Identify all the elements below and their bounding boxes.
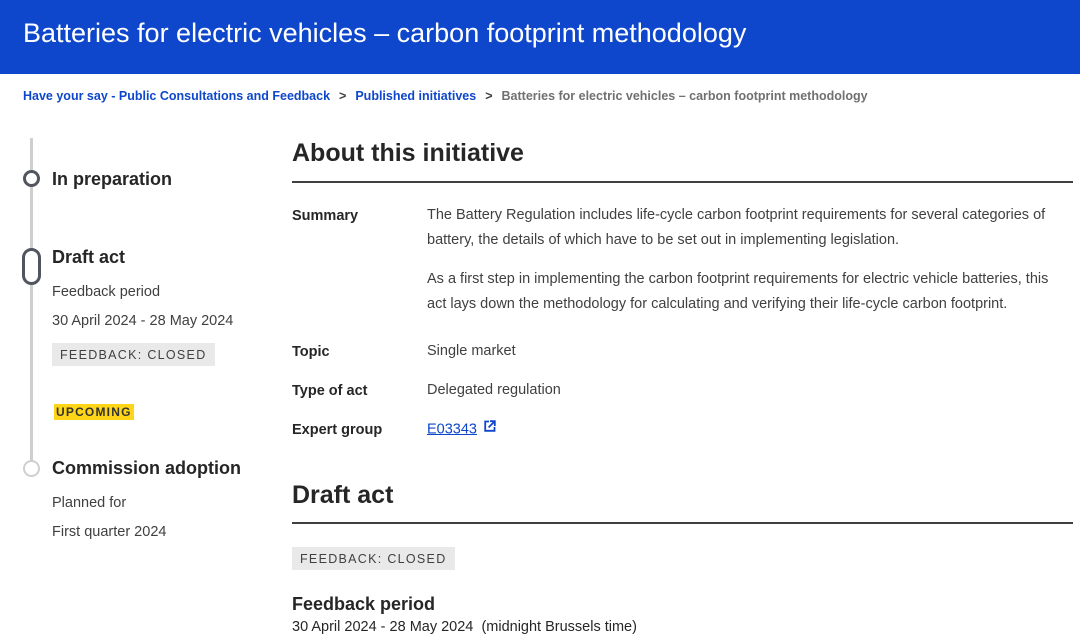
timeline-step-upcoming-icon [23, 460, 40, 477]
summary-label: Summary [292, 208, 359, 224]
breadcrumb-current: Batteries for electric vehicles – carbon footprint methodology [501, 89, 868, 103]
topic-value: Single market [427, 343, 516, 359]
type-of-act-value: Delegated regulation [427, 382, 561, 398]
page-header [0, 0, 1080, 74]
timeline-line [30, 285, 33, 465]
timeline-feedback-period: 30 April 2024 - 28 May 2024 [52, 313, 234, 329]
external-link-icon[interactable] [483, 417, 496, 442]
timeline-planned-label: Planned for [52, 495, 127, 511]
type-of-act-label: Type of act [292, 383, 368, 399]
draft-act-heading: Draft act [292, 481, 394, 509]
feedback-period-heading: Feedback period [292, 594, 436, 614]
timeline-step-preparation: In preparation [52, 169, 173, 189]
expert-group-link[interactable]: E03343 [427, 421, 477, 438]
upcoming-badge: UPCOMING [56, 405, 132, 419]
breadcrumb-separator-icon: > [339, 89, 347, 103]
timeline-step-done-icon [23, 170, 40, 187]
feedback-period-dates: 30 April 2024 - 28 May 2024 [292, 619, 474, 635]
divider [292, 522, 1073, 524]
timeline-status-badge: FEEDBACK: CLOSED [52, 343, 215, 366]
timeline-line [30, 138, 33, 258]
timeline-feedback-period-label: Feedback period [52, 284, 161, 300]
summary-paragraph: The Battery Regulation includes life-cycle carbon footprint requirements for several categories of battery, the details of which have to be set out in implementing legislation. [427, 207, 1046, 248]
breadcrumb-link-published-initiatives[interactable]: Published initiatives [355, 89, 477, 103]
breadcrumb-separator-icon: > [485, 89, 493, 103]
topic-label: Topic [292, 344, 330, 360]
expert-group-label: Expert group [292, 422, 383, 438]
page-title: Batteries for electric vehicles – carbon footprint methodology [23, 18, 747, 48]
timeline-step-current-icon [22, 248, 41, 285]
divider [292, 181, 1073, 183]
timeline-step-commission-adoption: Commission adoption [52, 458, 241, 478]
feedback-period-text [292, 619, 637, 635]
timeline-step-draft-act: Draft act [52, 247, 126, 267]
expert-group-value [427, 417, 496, 442]
about-heading: About this initiative [292, 139, 524, 167]
timeline-planned-date: First quarter 2024 [52, 524, 167, 540]
breadcrumb [23, 89, 868, 103]
feedback-status-badge: FEEDBACK: CLOSED [292, 547, 455, 570]
breadcrumb-link-have-your-say[interactable]: Have your say - Public Consultations and Feedback [23, 89, 331, 103]
summary-paragraph: As a first step in implementing the carbon footprint requirements for electric vehicle batteries, this act lays down the methodology for calculating and verifying their life-cycle carbon footprint. [427, 271, 1049, 312]
summary-text [427, 203, 1067, 317]
feedback-period-note: (midnight Brussels time) [481, 619, 637, 635]
